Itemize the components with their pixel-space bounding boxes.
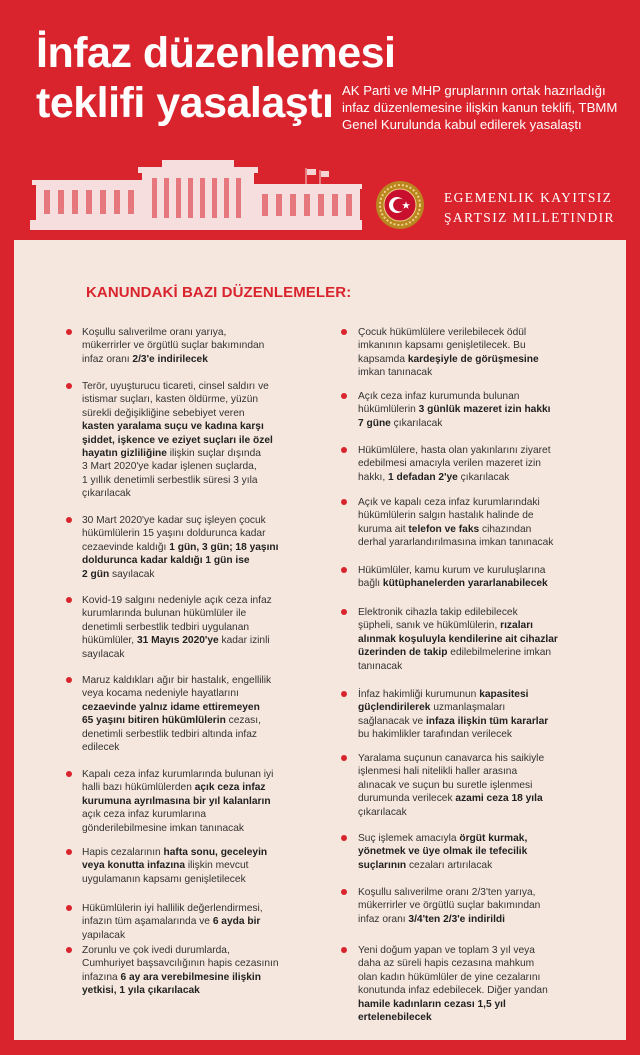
bullet-dot-icon — [341, 691, 347, 697]
list-item — [358, 752, 544, 819]
item-line — [358, 765, 544, 778]
item-text: uygulamanın kapsamı genişletilecek — [82, 873, 246, 885]
item-line — [358, 1011, 548, 1024]
item-line — [82, 714, 271, 727]
bullet-dot-icon — [341, 755, 347, 761]
item-line — [358, 728, 548, 741]
item-line — [82, 781, 273, 794]
item-bold-text: örgüt kurmak, — [459, 833, 528, 844]
subtitle-line-1: AK Parti ve MHP gruplarının ortak hazırladığı — [342, 83, 606, 98]
item-line — [82, 554, 278, 567]
item-text: mükerrirler ve örgütlü suçlar bakımından — [82, 340, 265, 352]
item-line — [82, 380, 273, 393]
item-text: Hükümlüler, kamu kurum ve kuruluşlarına — [358, 565, 546, 576]
item-line — [358, 646, 558, 659]
item-bold-text: suçlarının — [358, 859, 407, 871]
item-line — [82, 393, 273, 406]
item-text: kurumlarında bulunan hükümlüler ile — [82, 608, 247, 620]
item-line — [82, 434, 273, 447]
item-text: hükümlülerin 15 yaşını doldurunca kadar — [82, 528, 266, 540]
item-text: istismar suçları, kasten öldürme, yüzün — [82, 394, 259, 406]
item-line — [358, 523, 553, 536]
item-bold-text: kütüphanelerden yararlanabilecek — [382, 578, 548, 590]
item-text: cihazından — [479, 523, 532, 535]
item-text: daha az süreli hapis cezasına mahkum — [358, 958, 535, 970]
item-text: Maruz kaldıkları ağır bir hastalık, engellilik — [82, 675, 272, 686]
item-bold-text: infaza ilişkin tüm kararlar — [425, 715, 549, 727]
item-line — [82, 728, 271, 741]
item-line — [82, 971, 279, 984]
item-text: durumunda verilecek — [358, 793, 456, 805]
item-line — [82, 594, 272, 607]
item-text: sağlanacak ve — [358, 715, 426, 727]
item-text: açık ceza infaz kurumlarına — [82, 809, 207, 821]
item-text: edebilmesi amacıyla verilen mazeret izin — [358, 458, 541, 470]
item-line — [358, 752, 544, 765]
item-line — [358, 660, 558, 673]
item-text: bu hakimlikler tarafından verilecek — [358, 729, 513, 741]
item-line — [82, 326, 264, 339]
item-line — [82, 407, 273, 420]
item-line — [82, 768, 273, 781]
item-text: çıkarılacak — [457, 471, 510, 483]
subtitle-line-2: infaz düzenlemesine ilişkin kanun teklifi, TBMM — [342, 100, 618, 115]
item-line — [358, 701, 548, 714]
item-line — [82, 873, 267, 886]
list-item — [358, 832, 527, 872]
item-text: kadar izinli — [218, 635, 270, 647]
item-line — [358, 944, 548, 957]
item-line — [82, 353, 264, 366]
bullet-dot-icon — [66, 771, 72, 777]
item-line — [82, 822, 273, 835]
item-line — [358, 444, 551, 457]
item-text: bağlı — [358, 578, 383, 590]
item-text: tanınacak — [358, 660, 403, 672]
list-item — [82, 846, 267, 886]
item-line — [358, 509, 553, 522]
item-line — [82, 741, 271, 754]
item-line — [358, 845, 527, 858]
item-line — [358, 633, 558, 646]
item-bold-text: 1 gün, 3 gün; 18 yaşını — [169, 541, 279, 553]
item-line — [358, 606, 558, 619]
item-text: ilişkin mevcut — [185, 860, 249, 872]
item-line — [82, 474, 273, 487]
item-text: Suç işlemek amacıyla — [358, 833, 460, 844]
item-line — [82, 929, 263, 942]
item-text: Hükümlülerin iyi hallilik değerlendirmesi, — [82, 903, 263, 914]
item-text: konutunda infaz edebilecek. Diğer yandan — [358, 985, 548, 997]
subtitle-line-3: Genel Kurulunda kabul edilerek yasalaştı — [342, 117, 582, 132]
item-text: hakkı, — [358, 471, 389, 483]
item-line — [82, 674, 271, 687]
bullet-dot-icon — [341, 947, 347, 953]
list-item — [82, 768, 273, 835]
item-text: hükümlülerin — [358, 404, 419, 416]
item-bold-text: açık ceza infaz — [194, 782, 266, 794]
list-item — [358, 688, 548, 742]
item-bold-text: kapasitesi — [479, 689, 529, 700]
item-bold-text: 2 gün — [82, 568, 110, 580]
list-item — [82, 902, 263, 942]
item-line — [82, 621, 272, 634]
bullet-dot-icon — [66, 677, 72, 683]
item-text: imkanının kapsamı genişletilecek. Bu — [358, 340, 526, 352]
bullet-dot-icon — [66, 383, 72, 389]
item-line — [82, 701, 271, 714]
item-text: İnfaz hakimliği kurumunun — [358, 689, 480, 700]
item-text: Hükümlülere, hasta olan yakınlarını ziyaret — [358, 445, 551, 456]
item-line — [82, 859, 267, 872]
bullet-dot-icon — [66, 597, 72, 603]
item-line — [358, 792, 544, 805]
motto — [444, 188, 615, 228]
list-item — [82, 326, 264, 366]
item-line — [82, 541, 278, 554]
item-text: Açık ve kapalı ceza infaz kurumlarındaki — [358, 497, 540, 508]
item-line — [82, 648, 272, 661]
item-line — [82, 846, 267, 859]
bullet-dot-icon — [341, 835, 347, 841]
item-bold-text: şiddet, işkence ve eziyet suçları ile özel — [82, 434, 273, 446]
item-text: sayılacak — [82, 648, 125, 660]
item-bold-text: güçlendirilerek — [358, 702, 431, 714]
bullet-dot-icon — [341, 567, 347, 573]
item-text: cezaevinde kaldığı — [82, 541, 170, 553]
item-bold-text: alınmak koşuluyla kendilerine ait cihazlar — [358, 633, 558, 645]
item-bold-text: 3/4'ten 2/3'e indirildi — [408, 913, 505, 925]
item-line — [82, 944, 279, 957]
item-line — [82, 795, 273, 808]
item-text: çıkarılacak — [358, 806, 407, 818]
item-bold-text: cezaevinde yalnız idame ettiremeyen — [82, 701, 260, 713]
item-line — [358, 859, 527, 872]
item-text: çıkarılacak — [390, 417, 443, 429]
item-line — [82, 957, 279, 970]
title-line-2: teklifi yasalaştı — [36, 79, 334, 127]
item-text: cezası, — [225, 715, 261, 727]
item-bold-text: yönetmek ve üye olmak ile tefecilik — [358, 846, 528, 858]
item-line — [358, 417, 551, 430]
item-bold-text: kurumuna ayrılmasına bir yıl kalanların — [82, 795, 271, 807]
item-text: şüpheli, sanık ve hükümlülerin, — [358, 620, 501, 632]
item-text: veya kocama nedeniyle hayatlarını — [82, 688, 239, 700]
list-item — [82, 514, 278, 581]
item-bold-text: veya konutta infazına — [82, 860, 186, 872]
item-line — [358, 984, 548, 997]
bullet-dot-icon — [341, 393, 347, 399]
item-bold-text: 2/3'e indirilecek — [132, 353, 208, 365]
item-line — [358, 779, 544, 792]
item-line — [358, 715, 548, 728]
item-line — [358, 998, 548, 1011]
item-text: kuruma ait — [358, 523, 409, 535]
item-line — [358, 564, 548, 577]
bullet-dot-icon — [341, 329, 347, 335]
item-text: çıkarılacak — [82, 488, 131, 500]
item-bold-text: azami ceza 18 yıla — [455, 793, 543, 805]
list-item — [358, 496, 553, 550]
item-bold-text: yetkisi, 1 yıla çıkarılacak — [82, 985, 200, 997]
item-line — [82, 339, 264, 352]
tbmm-emblem-icon — [375, 180, 425, 230]
list-item — [358, 390, 551, 430]
item-text: uzmanlaşmaları — [430, 702, 506, 714]
item-bold-text: hayatın gizliliğine — [82, 448, 167, 460]
item-text: Zorunlu ve çok ivedi durumlarda, — [82, 945, 230, 956]
item-line — [358, 577, 548, 590]
item-text: yapılacak — [82, 929, 126, 941]
item-bold-text: hafta sonu, geceleyin — [163, 847, 268, 858]
item-text: Kapalı ceza infaz kurumlarında bulunan iyi — [82, 769, 274, 780]
item-line — [358, 913, 540, 926]
motto-line-1: EGEMENLIK KAYITSIZ — [444, 190, 613, 205]
motto-line-2: ŞARTSIZ MILLETINDIR — [444, 210, 615, 225]
item-bold-text: 1 defadan 2'ye — [388, 471, 458, 483]
bullet-dot-icon — [66, 329, 72, 335]
item-line — [358, 326, 539, 339]
bullet-dot-icon — [66, 849, 72, 855]
item-line — [358, 886, 540, 899]
item-text: Yaralama suçunun canavarca his saikiyle — [358, 753, 545, 764]
item-line — [82, 984, 279, 997]
item-line — [358, 471, 551, 484]
item-text: mükerrirler ve örgütlü suçlar bakımından — [358, 900, 541, 912]
item-text: infaz oranı — [82, 353, 133, 365]
item-text: Koşullu salıverilme oranı 2/3'ten yarıya, — [358, 887, 536, 898]
item-bold-text: kasten yaralama suçu ve kadına karşı — [82, 421, 264, 433]
item-text: edilebilmelerine imkan — [447, 647, 552, 659]
list-item — [358, 944, 548, 1024]
item-line — [82, 607, 272, 620]
item-line — [358, 957, 548, 970]
item-text: Çocuk hükümlülere verilebilecek ödül — [358, 327, 527, 338]
item-text: hükümlülerin salgın hastalık halinde de — [358, 510, 534, 522]
item-text: Cumhuriyet başsavcılığının hapis cezasının — [82, 958, 279, 970]
parliament-building-illustration — [30, 150, 362, 230]
item-line — [358, 366, 539, 379]
list-item — [358, 444, 551, 484]
item-text: Hapis cezalarının — [82, 847, 164, 858]
item-line — [358, 806, 544, 819]
item-line — [82, 527, 278, 540]
item-text: kapsamda — [358, 353, 408, 365]
item-text: denetimli serbestlik tedbiri altında infaz — [82, 728, 257, 740]
item-text: cezaları artırılacak — [406, 859, 493, 871]
bullet-dot-icon — [66, 905, 72, 911]
item-text: halli bazı hükümlülerden — [82, 782, 195, 794]
item-text: işlenmesi hali nitelikli haller arasına — [358, 766, 518, 778]
item-line — [82, 487, 273, 500]
item-text: 30 Mart 2020'ye kadar suç işleyen çocuk — [82, 515, 266, 526]
item-line — [358, 899, 540, 912]
item-bold-text: 7 güne — [358, 417, 391, 429]
item-line — [358, 971, 548, 984]
bullet-dot-icon — [66, 517, 72, 523]
bullet-dot-icon — [341, 889, 347, 895]
item-text: denetimli serbestlik tedbiri uygulanan — [82, 621, 250, 633]
item-line — [358, 339, 539, 352]
list-item — [82, 380, 273, 501]
section-heading: KANUNDAKİ BAZI DÜZENLEMELER: — [86, 284, 352, 301]
item-bold-text: doldurunca kadar kaldığı 1 gün ise — [82, 555, 250, 567]
item-text: Açık ceza infaz kurumunda bulunan — [358, 391, 520, 402]
header-banner — [0, 0, 640, 232]
item-line — [82, 568, 278, 581]
item-text: Yeni doğum yapan ve toplam 3 yıl veya — [358, 945, 535, 956]
item-text: imkan tanınacak — [358, 367, 433, 379]
bullet-dot-icon — [341, 499, 347, 505]
item-text: Kovid-19 salgını nedeniyle açık ceza infaz — [82, 595, 272, 606]
item-text: Elektronik cihazla takip edilebilecek — [358, 607, 518, 618]
item-text: ilişkin suçlar dışında — [166, 448, 261, 460]
item-text: alınacak ve suçun bu suretle işlenmesi — [358, 779, 533, 791]
item-line — [82, 420, 273, 433]
item-bold-text: 6 ayda bir — [212, 916, 261, 928]
item-line — [82, 915, 263, 928]
item-line — [358, 390, 551, 403]
list-item — [358, 564, 548, 591]
list-item — [358, 886, 540, 926]
bullet-dot-icon — [341, 447, 347, 453]
item-bold-text: 65 yaşını bitiren hükümlülerin — [82, 715, 226, 727]
list-item — [358, 326, 539, 380]
item-line — [358, 353, 539, 366]
item-line — [82, 460, 273, 473]
subtitle — [342, 82, 632, 133]
item-text: edilecek — [82, 742, 120, 754]
item-text: Koşullu salıverilme oranı yarıya, — [82, 327, 227, 338]
list-item — [82, 594, 272, 661]
item-text: 1 yıllık denetimli serbestlik süresi 3 yıla — [82, 474, 258, 486]
item-bold-text: 31 Mayıs 2020'ye — [136, 635, 219, 647]
item-bold-text: 3 günlük mazeret izin hakkı — [418, 404, 551, 416]
item-line — [358, 457, 551, 470]
item-line — [82, 687, 271, 700]
item-line — [82, 902, 263, 915]
item-text: infaz oranı — [358, 913, 409, 925]
item-bold-text: kardeşiyle de görüşmesine — [407, 353, 539, 365]
title-line-1: İnfaz düzenlemesi — [36, 29, 396, 77]
item-text: infazın tüm aşamalarında ve — [82, 916, 213, 928]
item-text: infazına — [82, 971, 121, 983]
bullet-dot-icon — [66, 947, 72, 953]
item-bold-text: ertelenebilecek — [358, 1012, 432, 1024]
item-line — [358, 536, 553, 549]
item-text: sürekli değişikliğine sebebiyet veren — [82, 407, 245, 419]
item-line — [82, 514, 278, 527]
item-text: olan kadın hükümlüler de yine cezalarını — [358, 971, 541, 983]
item-text: sayılacak — [109, 568, 155, 580]
item-line — [358, 688, 548, 701]
item-line — [82, 634, 272, 647]
list-item — [358, 606, 558, 673]
item-text: hükümlüler, — [82, 635, 137, 647]
list-item — [82, 944, 279, 998]
item-line — [358, 403, 551, 416]
list-item — [82, 674, 271, 754]
item-line — [358, 496, 553, 509]
item-line — [82, 808, 273, 821]
item-line — [358, 832, 527, 845]
item-bold-text: hamile kadınların cezası 1,5 yıl — [358, 998, 506, 1010]
item-bold-text: rızaları — [500, 620, 533, 632]
bullet-dot-icon — [341, 609, 347, 615]
item-bold-text: 6 ay ara verebilmesine ilişkin — [120, 971, 261, 983]
item-bold-text: telefon ve faks — [408, 523, 480, 535]
item-text: derhal yararlandırılmasına imkan tanınacak — [358, 537, 554, 549]
item-text: Terör, uyuşturucu ticareti, cinsel saldırı ve — [82, 381, 269, 392]
item-line — [358, 619, 558, 632]
item-text: 3 Mart 2020'ye kadar işlenen suçlarda, — [82, 461, 257, 473]
item-line — [82, 447, 273, 460]
item-bold-text: üzerinden de takip — [358, 647, 448, 659]
item-text: gönderilebilmesine imkan tanınacak — [82, 822, 244, 834]
